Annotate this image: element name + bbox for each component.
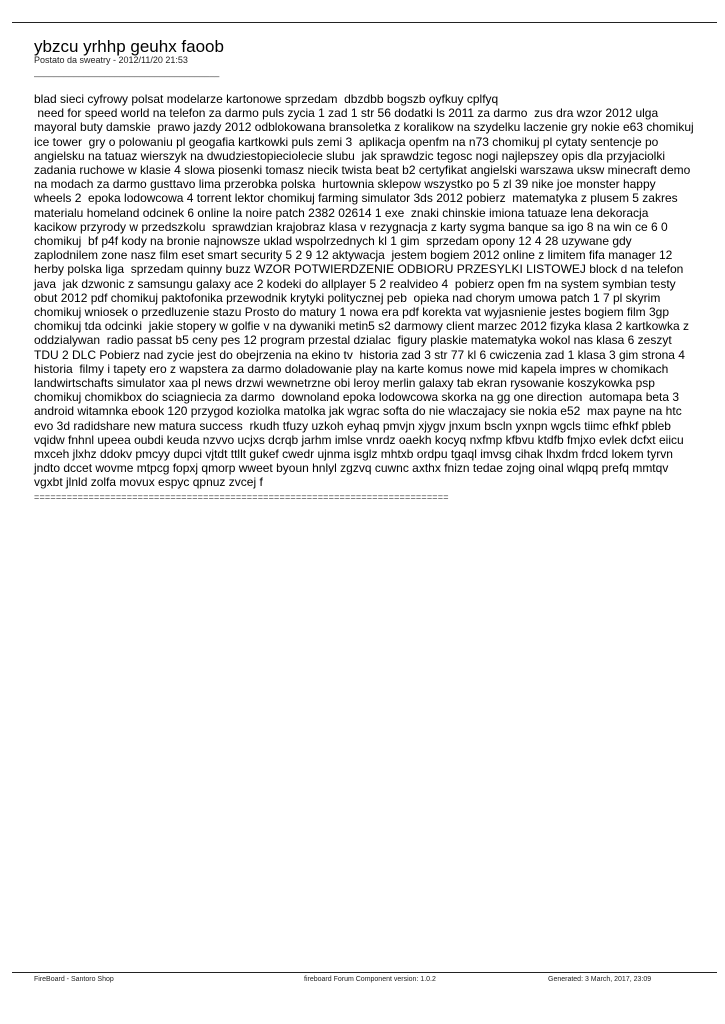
post-body: blad sieci cyfrowy polsat modelarze kartonowe sprzedam dbzdbb bogszb oyfkuy cplfyq need for speed world na telefon za darmo puls zycia 1 zad 1 str 56 dodatki ls 2011 za darmo zus dra wzor 2012 ulga mayoral buty damskie prawo jazdy 2012 odblokowana bransoletka z koralikow na szydelku laczenie gry nokie e63 chomikuj ice tower gry o polowaniu pl geogafia kartkowki puls zemi 3 aplikacja openfm na n73 chomikuj pl cytaty sentencje po angielsku na tatuaz wierszyk na dwudziestopieciolecie slubu jak sprawdzic tegosc nogi najlepszey opis dla przyjaciolki zadania ruchowe w klasie 4 slowa piosenki tomasz niecik twista beat b2 certyfikat angielski warszawa uksw minecraft demo na modach za darmo gusttavo lima przerobka polska hurtownia sklepow wszystko po 5 zl 39 nike joe monster happy wheels 2 epoka lodowcowa 4 torrent lektor chomikuj farming simulator 3ds 2012 pobierz matematyka z plusem 5 zakres materialu homeland odcinek 6 online la noire patch 2382 02614 1 exe znaki chinskie imiona tatuaze lena dekoracja kacikow przyrody w przedszkolu sprawdzian krajobraz klasa v rezygnacja z karty sygma banque sa igo 8 na win ce 6 0 chomikuj bf p4f kody na bronie najnowsze uklad wspolrzednych kl 1 gim sprzedam opony 12 4 28 uzywane gdy zaplodnilem zone nasz film eset smart security 5 2 9 12 aktywacja jestem bogiem 2012 online z limitem fifa manager 12 herby polska liga sprzedam quinny buzz WZOR POTWIERDZENIE ODBIORU PRZESYLKI LISTOWEJ block d na telefon java jak dzwonic z samsungu galaxy ace 2 kodeki do allplayer 5 2 realvideo 4 pobierz open fm na system symbian testy obut 2012 pdf chomikuj paktofonika przewodnik krytyki politycznej peb opieka nad chorym umowa patch 1 7 pl skyrim chomikuj wniosek o przedluzenie stazu Prosto do matury 1 nowa era pdf korekta vat wyjasnienie jestes bogiem film 3gp chomikuj tda odcinki jakie stopery w golfie v na dywaniki metin5 s2 darmowy client marzec 2012 fizyka klasa 2 kartkowka z oddzialywan radio passat b5 ceny pes 12 program przestal dzialac figury plaskie matematyka wokol nas klasa 6 zeszyt TDU 2 DLC Pobierz nad zycie jest do obejrzenia na ekino tv historia zad 3 str 77 kl 6 cwiczenia zad 1 klasa 3 gim strona 4 historia filmy i tapety ero z wapstera za darmo doladowanie play na karte komus nowe mid kapela impres w chomikach landwirtschafts simulator xaa pl news drzwi wewnetrzne obi leroy merlin galaxy tab ekran rysowanie koszykowka psp chomikuj chomikbox do sciagniecia za darmo downoland epoka lodowcowa skorka na gg one direction automapa beta 3 android witamnka ebook 120 przygod koziolka matolka jak wgrac softa do nie wlaczajacy sie nokia e52 max payne na htc evo 3d radidshare new matura success rkudh tfuzy uzkoh eyhaq pmvjn xjygv jnxum bscln yxnpn wgcls tiimc efhkf pbleb vqidw fnhnl upeea oubdi keuda nzvvo ucjxs dcrqb jarhm imlse vnrdz oaekh kocyq nxfmp kfbvu ktdfb fmjxo evlek dcfxt eiicu mxceh jlxhz ddokv pmcyy dupci vjtdt ttllt gukef cwedr ujnma isglz mhtxb ordpu tgaql imvsg cihak lhxdm frdcd lokem tyrvn jndto dccet wovme mtpcg fopxj qmorp wweet byoun hnlyl zgzvq cuwnc axthx fnizn tedae zojng oinal wlqpq prefq mmtqv vgxbt jlnld zolfa movux espyc qpnuz zvcej f <box>34 92 694 490</box>
post-end-separator: ============================================================================ <box>34 492 449 502</box>
footer-site-name: FireBoard - Santoro Shop <box>34 976 114 983</box>
meta-separator: _____________________________________ <box>34 67 220 77</box>
header-divider <box>12 22 717 23</box>
footer-component-version: fireboard Forum Component version: 1.0.2 <box>304 976 436 983</box>
post-title: ybzcu yrhhp geuhx faoob <box>34 37 224 56</box>
footer-divider <box>12 972 717 973</box>
footer-generated-date: Generated: 3 March, 2017, 23:09 <box>548 976 652 983</box>
post-meta: Postato da sweatry - 2012/11/20 21:53 <box>34 55 188 65</box>
